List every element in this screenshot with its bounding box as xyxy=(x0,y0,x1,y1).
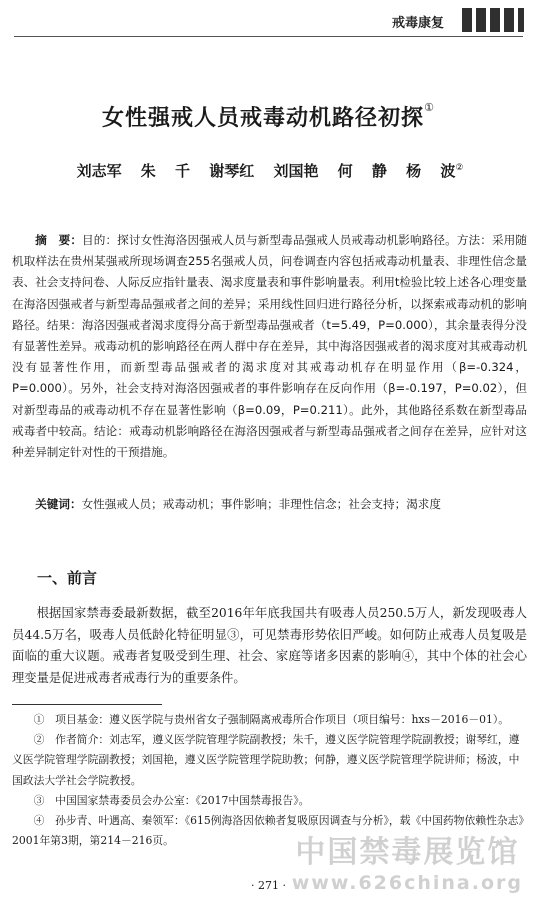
page-number: · 271 · xyxy=(251,879,286,892)
abstract xyxy=(12,230,527,463)
footnotes xyxy=(12,710,527,851)
keywords xyxy=(12,494,527,515)
footnote: ③ 中国国家禁毒委员会办公室：《2017中国禁毒报告》。 xyxy=(33,793,310,807)
footnote: ④ 孙步青、叶遇高、秦领军：《615例海洛因依赖者复吸原因调查与分析》，载《中国药物依赖性杂志》2001年第3期，第214－216页。 xyxy=(12,814,524,848)
header-rule xyxy=(14,36,523,37)
keywords-label: 关键词： xyxy=(35,497,82,511)
abstract-text: 目的：探讨女性海洛因强戒人员与新型毒品强戒人员戒毒动机影响路径。方法：采用随机取样法在贵州某强戒所现场调查255名强戒人员，问卷调查内容包括戒毒动机量表、非理性信念量表、社会支持问卷、人际反应指针量表、渴求度量表和事件影响量表。利用t检验比较上述各心理变量在海洛因强戒者与新型毒品强戒者之间的差异；采用线性回归进行路径分析，以探索戒毒动机的影响路径。结果：海洛因强戒者渴求度得分高于新型毒品强戒者（t=5.49，P=0.000），其余量表得分没有显著性差异。戒毒动机的影响路径在两人群中存在差异，其中海洛因强戒者的渴求度对其戒毒动机没有显著性作用，而新型毒品强戒者的渴求度对其戒毒动机存在明显作用（β=-0.324，P=0.000）。另外，社会支持对海洛因强戒者的事件影响存在反向作用（β=-0.197，P=0.02），但对新型毒品的戒毒动机不存在显著性影响（β=0.09，P=0.211）。此外，其他路径系数在新型毒品戒毒者中较高。结论：戒毒动机影响路径在海洛因强戒者与新型毒品强戒者之间存在差异，应针对这种差异制定针对性的干预措施。 xyxy=(12,233,527,460)
abstract-label: 摘 要： xyxy=(35,233,83,247)
footnote-rule xyxy=(12,704,162,705)
footnote: ① 项目基金：遵义医学院与贵州省女子强制隔离戒毒所合作项目（项目编号：hxs－2016－01）。 xyxy=(33,713,510,726)
section-label: 戒毒康复 xyxy=(392,16,445,31)
running-header xyxy=(0,0,537,38)
author-footnote-mark: ② xyxy=(455,163,464,173)
footnote: ② 作者简介：刘志军，遵义医学院管理学院副教授；朱千，遵义医学院管理学院副教授；谢琴红，遵义医学院管理学院副教授；刘国艳，遵义医学院管理学院助教；何静，遵义医学院管理学院讲师；杨波，中国政法大学社会学院教授。 xyxy=(12,733,520,787)
watermark: 中国禁毒展览馆 www.626china.org xyxy=(291,835,523,894)
title-footnote-mark: ① xyxy=(424,101,435,114)
author-list: 刘志军 朱 千 谢琴红 刘国艳 何 静 杨 波② xyxy=(76,162,464,180)
body-paragraph: 根据国家禁毒委最新数据，截至2016年年底我国共有吸毒人员250.5万人，新发现吸毒人员44.5万名，吸毒人员低龄化特征明显③，可见禁毒形势依旧严峻。如何防止戒毒人员复吸是面临的重大议题。戒毒者复吸受到生理、社会、家庭等诸多因素的影响④，其中个体的社会心理变量是促进戒毒者戒毒行为的重要条件。 xyxy=(12,606,527,685)
keywords-text: 女性强戒人员；戒毒动机；事件影响；非理性信念；社会支持；渴求度 xyxy=(81,497,441,511)
paper-title: 女性强戒人员戒毒动机路径初探① xyxy=(102,101,435,131)
section-heading: 一、前言 xyxy=(37,569,98,587)
